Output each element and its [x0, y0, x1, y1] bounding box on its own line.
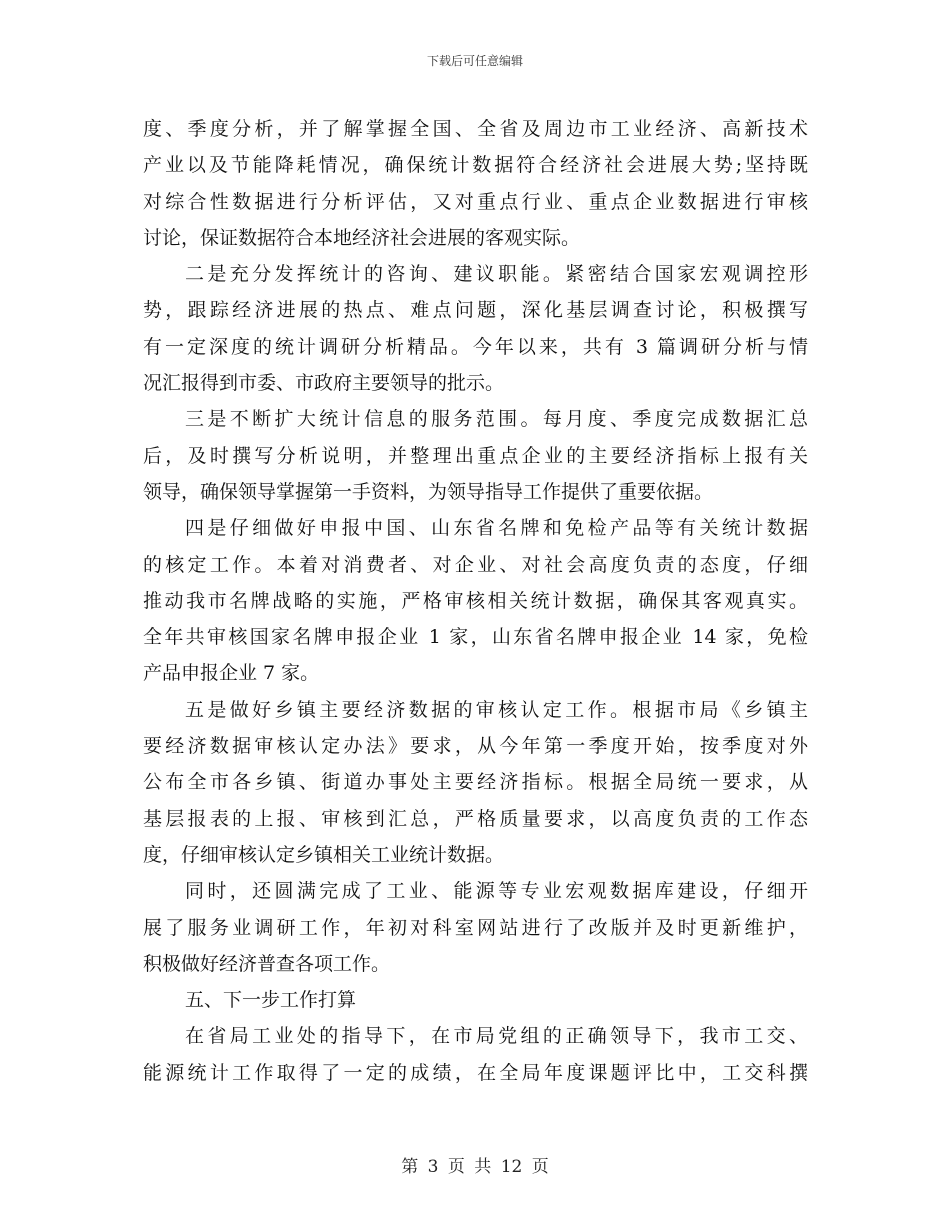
text-line: 展了服务业调研工作，年初对科室网站进行了改版并及时更新维护， [143, 916, 808, 939]
text-line: 五、下一步工作打算 [185, 989, 357, 1012]
page-number-footer: 第 3 页 共 12 页 [401, 1157, 549, 1177]
text-line: 的核定工作。本着对消费者、对企业、对社会高度负责的态度，仔细 [143, 553, 808, 576]
text-line: 后，及时撰写分析说明，并整理出重点企业的主要经济指标上报有关 [143, 444, 808, 467]
text-line: 在省局工业处的指导下，在市局党组的正确领导下，我市工交、 [185, 1025, 808, 1048]
text-line: 三是不断扩大统计信息的服务范围。每月度、季度完成数据汇总 [185, 408, 808, 431]
text-line: 四是仔细做好申报中国、山东省名牌和免检产品等有关统计数据 [185, 517, 808, 540]
text-line: 度、季度分析，并了解掌握全国、全省及周边市工业经济、高新技术 [143, 118, 808, 140]
text-line: 要经济数据审核认定办法》要求，从今年第一季度开始，按季度对外 [143, 735, 808, 758]
text-line: 讨论，保证数据符合本地经济社会进展的客观实际。 [143, 226, 581, 249]
text-line: 全年共审核国家名牌申报企业 1 家，山东省名牌申报企业 14 家，免检 [143, 626, 808, 649]
text-line: 对综合性数据进行分析评估，又对重点行业、重点企业数据进行审核 [143, 190, 808, 213]
text-line: 基层报表的上报、审核到汇总，严格质量要求，以高度负责的工作态 [143, 807, 808, 830]
text-line: 产品申报企业 7 家。 [143, 662, 320, 685]
document-body [143, 111, 808, 1091]
text-line: 五是做好乡镇主要经济数据的审核认定工作。根据市局《乡镇主 [185, 698, 808, 721]
text-line: 势，跟踪经济进展的热点、难点问题，深化基层调查讨论，积极撰写 [143, 299, 808, 322]
text-line: 积极做好经济普查各项工作。 [143, 952, 391, 975]
text-line: 同时，还圆满完成了工业、能源等专业宏观数据库建设，仔细开 [185, 880, 808, 903]
text-line: 领导，确保领导掌握第一手资料，为领导指导工作提供了重要依据。 [143, 480, 714, 503]
text-line: 产业以及节能降耗情况，确保统计数据符合经济社会进展大势;坚持既 [143, 154, 808, 177]
text-line: 公布全市各乡镇、街道办事处主要经济指标。根据全局统一要求，从 [143, 771, 808, 794]
text-line: 有一定深度的统计调研分析精品。今年以来，共有 3 篇调研分析与情 [143, 335, 808, 358]
page-header: 下载后可任意编辑 [426, 54, 523, 68]
text-line: 度，仔细审核认定乡镇相关工业统计数据。 [143, 843, 505, 866]
text-line: 二是充分发挥统计的咨询、建议职能。紧密结合国家宏观调控形 [185, 263, 808, 286]
text-line: 况汇报得到市委、市政府主要领导的批示。 [143, 372, 505, 395]
text-line: 能源统计工作取得了一定的成绩，在全局年度课题评比中，工交科撰 [143, 1061, 808, 1084]
text-line: 推动我市名牌战略的实施，严格审核相关统计数据，确保其客观真实。 [143, 589, 808, 612]
